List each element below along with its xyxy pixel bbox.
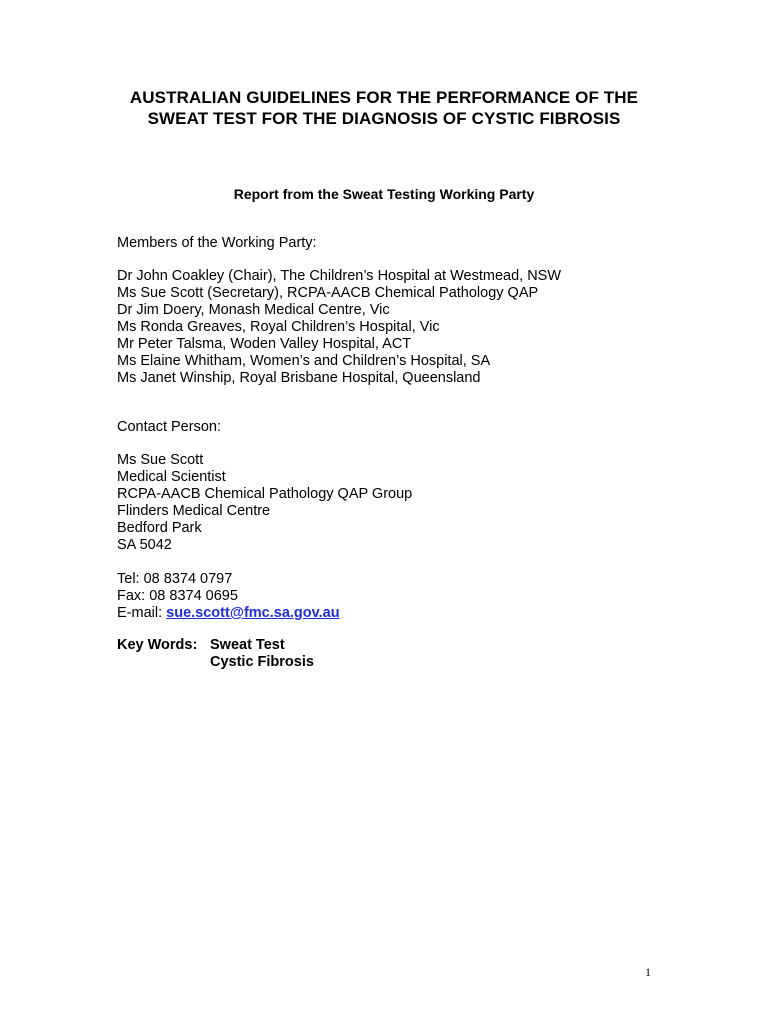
contact-line: SA 5042 bbox=[117, 537, 172, 553]
keyword-item: Cystic Fibrosis bbox=[210, 654, 314, 670]
contact-line: Ms Sue Scott bbox=[117, 452, 204, 468]
contact-numbers bbox=[117, 571, 340, 622]
tel-number: Tel: 08 8374 0797 bbox=[117, 571, 233, 587]
member-item: Ms Ronda Greaves, Royal Children’s Hospital, Vic bbox=[117, 319, 440, 335]
keywords-line-1 bbox=[117, 637, 314, 654]
members-heading: Members of the Working Party: bbox=[117, 235, 317, 251]
contact-line: Flinders Medical Centre bbox=[117, 503, 271, 519]
member-item: Ms Janet Winship, Royal Brisbane Hospital, Queensland bbox=[117, 370, 481, 386]
contact-line: Bedford Park bbox=[117, 520, 202, 536]
keyword-item: Sweat Test bbox=[210, 637, 285, 653]
members-list bbox=[117, 268, 561, 387]
contact-heading: Contact Person: bbox=[117, 419, 221, 435]
page-number: 1 bbox=[645, 965, 651, 979]
contact-address bbox=[117, 452, 412, 554]
email-line bbox=[117, 605, 340, 622]
keywords-line-2 bbox=[117, 654, 314, 671]
keywords-label: Key Words: bbox=[117, 637, 198, 653]
member-item: Ms Sue Scott (Secretary), RCPA-AACB Chemical Pathology QAP bbox=[117, 285, 539, 301]
document-title bbox=[0, 87, 768, 129]
email-label: E-mail: bbox=[117, 605, 167, 621]
keywords bbox=[117, 637, 314, 671]
member-item: Ms Elaine Whitham, Women’s and Children’s Hospital, SA bbox=[117, 353, 491, 369]
title-line-1: AUSTRALIAN GUIDELINES FOR THE PERFORMANCE OF THE bbox=[129, 88, 639, 107]
contact-line: RCPA-AACB Chemical Pathology QAP Group bbox=[117, 486, 413, 502]
fax-number: Fax: 08 8374 0695 bbox=[117, 588, 238, 604]
member-item: Mr Peter Talsma, Woden Valley Hospital, ACT bbox=[117, 336, 412, 352]
member-item: Dr John Coakley (Chair), The Children’s Hospital at Westmead, NSW bbox=[117, 268, 562, 284]
document-subtitle: Report from the Sweat Testing Working Party bbox=[233, 186, 535, 202]
email-link[interactable]: sue.scott@fmc.sa.gov.au bbox=[166, 605, 340, 621]
contact-line: Medical Scientist bbox=[117, 469, 226, 485]
title-line-2: SWEAT TEST FOR THE DIAGNOSIS OF CYSTIC FIBROSIS bbox=[147, 109, 621, 128]
member-item: Dr Jim Doery, Monash Medical Centre, Vic bbox=[117, 302, 390, 318]
